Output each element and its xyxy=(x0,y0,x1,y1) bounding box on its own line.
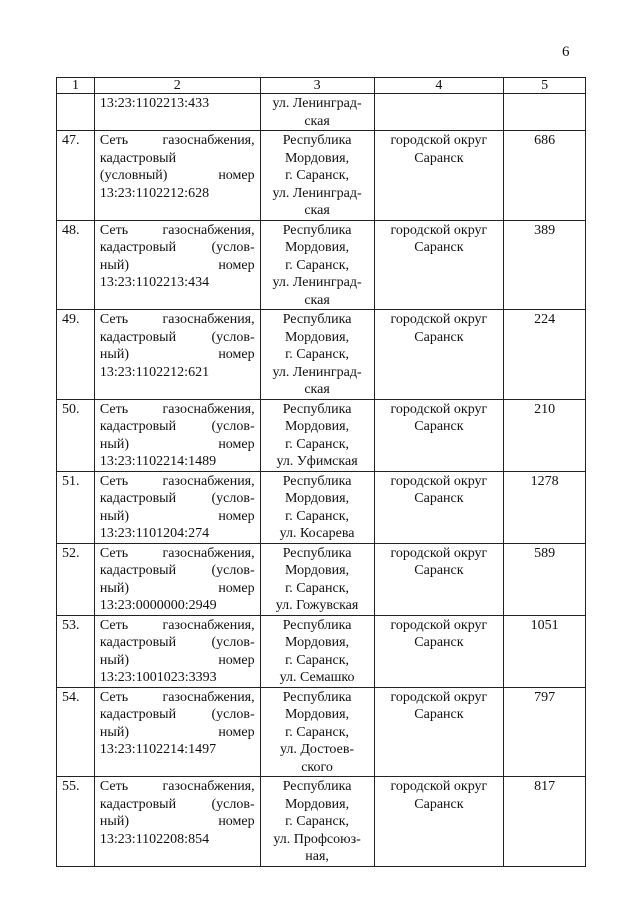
address-line: г. Саранск, xyxy=(285,436,350,452)
address-line: Мордовия, xyxy=(285,796,350,812)
description-word: 13:23:1102214:1497 xyxy=(99,742,217,757)
description-line xyxy=(100,525,255,543)
description-line xyxy=(100,706,255,724)
row-number: 52. xyxy=(57,543,95,615)
description-word: кадастровый xyxy=(99,491,177,506)
address-cell xyxy=(260,777,374,867)
row-number: 49. xyxy=(57,310,95,400)
address-line: Мордовия, xyxy=(285,563,350,578)
address-line: Республика xyxy=(282,222,352,238)
table-row xyxy=(57,399,586,471)
row-number: 53. xyxy=(57,615,95,687)
description-line xyxy=(100,150,255,168)
description-line xyxy=(100,580,255,598)
address-line: ская xyxy=(304,292,330,308)
description-word: номер xyxy=(218,724,255,740)
description-word: номер xyxy=(218,652,255,668)
municipality-line: Саранск xyxy=(414,329,464,345)
row-number: 48. xyxy=(57,220,95,310)
municipality-cell xyxy=(374,220,504,310)
page-number: 6 xyxy=(562,44,570,60)
municipality-line: городской округ xyxy=(390,779,488,794)
description-word: 13:23:1102212:628 xyxy=(99,185,210,201)
description-line xyxy=(100,274,255,292)
address-line: г. Саранск, xyxy=(285,580,350,596)
description-line xyxy=(100,652,255,670)
description-word: газоснабжения, xyxy=(162,133,255,148)
description-line xyxy=(100,311,255,329)
address-line: г. Саранск, xyxy=(285,724,350,740)
description-line xyxy=(100,831,255,849)
address-line: ская xyxy=(304,113,330,129)
municipality-line: Саранск xyxy=(414,563,464,578)
municipality-cell xyxy=(374,615,504,687)
description-word: (услов- xyxy=(211,240,255,255)
description-word: 13:23:0000000:2949 xyxy=(99,598,217,613)
address-line: Республика xyxy=(282,779,352,794)
address-line: ул. Косарева xyxy=(279,526,355,541)
description-word: 13:23:1102208:854 xyxy=(99,831,210,847)
address-line: Республика xyxy=(282,133,352,148)
table-row xyxy=(57,220,586,310)
municipality-line: городской округ xyxy=(390,401,488,417)
address-line: ул. Достоев- xyxy=(280,742,355,757)
column-header-2: 2 xyxy=(94,78,260,94)
registry-table xyxy=(56,77,586,867)
description-word: 13:23:1101204:274 xyxy=(99,526,210,541)
description-word: кадастровый xyxy=(99,707,177,722)
municipality-cell xyxy=(374,471,504,543)
description-word: Сеть xyxy=(99,401,129,417)
address-line: ского xyxy=(301,759,333,775)
address-line: ул. Семашко xyxy=(279,670,355,685)
description-line xyxy=(100,669,255,687)
address-line: Мордовия, xyxy=(285,419,350,434)
description-line xyxy=(100,453,255,471)
description-line xyxy=(100,436,255,454)
description-word: ный) xyxy=(99,814,129,829)
description-line xyxy=(100,597,255,615)
description-line xyxy=(100,545,255,563)
address-cell xyxy=(260,471,374,543)
length-value: 1278 xyxy=(504,471,586,543)
municipality-cell xyxy=(374,310,504,400)
object-description-cell xyxy=(94,615,260,687)
address-line: г. Саранск, xyxy=(285,508,350,524)
description-line xyxy=(100,778,255,796)
description-word: 13:23:1102214:1489 xyxy=(99,454,217,469)
description-word: кадастровый xyxy=(99,329,177,345)
description-line xyxy=(100,346,255,364)
description-word: ный) xyxy=(99,347,129,362)
description-line xyxy=(100,257,255,275)
address-line: Республика xyxy=(282,689,352,705)
address-line: ул. Ленинград- xyxy=(272,185,362,201)
municipality-cell xyxy=(374,543,504,615)
length-value: 589 xyxy=(504,543,586,615)
description-line xyxy=(100,222,255,240)
municipality-line: Саранск xyxy=(414,707,464,722)
address-line: ская xyxy=(304,203,330,218)
description-word: газоснабжения, xyxy=(162,545,255,561)
length-value: 817 xyxy=(504,777,586,867)
row-number-cell xyxy=(57,94,95,131)
description-word: кадастровый xyxy=(99,563,177,578)
table-row xyxy=(57,777,586,867)
description-word: Сеть xyxy=(99,133,129,148)
description-word: (услов- xyxy=(211,563,255,578)
description-word: 13:23:1001023:3393 xyxy=(99,670,217,685)
description-line xyxy=(100,473,255,491)
address-line: ская xyxy=(304,382,330,397)
description-word: газоснабжения, xyxy=(162,617,255,633)
object-description-cell xyxy=(94,94,260,131)
municipality-line: городской округ xyxy=(390,545,488,561)
address-line: Мордовия, xyxy=(285,635,350,650)
address-line: Мордовия, xyxy=(285,150,350,166)
description-word: ный) xyxy=(99,724,129,740)
length-value: 1051 xyxy=(504,615,586,687)
municipality-line: Саранск xyxy=(414,419,464,434)
address-line: Мордовия, xyxy=(285,491,350,506)
municipality-line: городской округ xyxy=(390,312,488,327)
description-word: кадастровый xyxy=(99,796,177,812)
municipality-line: городской округ xyxy=(390,617,488,633)
address-cell xyxy=(260,543,374,615)
table-row xyxy=(57,310,586,400)
object-description-cell xyxy=(94,777,260,867)
municipality-cell xyxy=(374,777,504,867)
row-number: 47. xyxy=(57,131,95,221)
address-line: Республика xyxy=(282,545,352,561)
address-line: Республика xyxy=(282,401,352,417)
row-number: 51. xyxy=(57,471,95,543)
table-row xyxy=(57,687,586,777)
address-cell xyxy=(260,94,374,131)
table-row xyxy=(57,131,586,221)
address-line: ул. Гожувская xyxy=(275,598,359,613)
description-word: кадастровый xyxy=(99,419,177,434)
description-word: ный) xyxy=(99,436,129,452)
object-description-cell xyxy=(94,131,260,221)
municipality-line: Саранск xyxy=(414,796,464,812)
description-line xyxy=(100,562,255,580)
description-line xyxy=(100,724,255,742)
length-value: 389 xyxy=(504,220,586,310)
address-cell xyxy=(260,310,374,400)
row-number: 54. xyxy=(57,687,95,777)
object-description-cell xyxy=(94,399,260,471)
description-line xyxy=(100,634,255,652)
table-row xyxy=(57,543,586,615)
table-row xyxy=(57,471,586,543)
address-line: ул. Профсоюз- xyxy=(273,831,361,847)
column-header-3: 3 xyxy=(260,78,374,94)
description-word: номер xyxy=(218,168,255,183)
description-line xyxy=(100,364,255,382)
description-word: газоснабжения, xyxy=(162,401,255,417)
description-line xyxy=(100,813,255,831)
description-line xyxy=(100,796,255,814)
object-description-cell xyxy=(94,220,260,310)
description-word: кадастровый xyxy=(99,240,177,255)
municipality-cell xyxy=(374,131,504,221)
address-cell xyxy=(260,131,374,221)
row-number: 50. xyxy=(57,399,95,471)
length-value: 210 xyxy=(504,399,586,471)
description-word: номер xyxy=(218,257,255,273)
address-line: Мордовия, xyxy=(285,707,350,722)
column-header-4: 4 xyxy=(374,78,504,94)
municipality-line: городской округ xyxy=(390,473,488,489)
description-word: кадастровый xyxy=(99,635,177,650)
address-line: г. Саранск, xyxy=(285,814,350,829)
address-cell xyxy=(260,687,374,777)
description-word: Сеть xyxy=(99,312,129,327)
description-word: газоснабжения, xyxy=(162,689,255,705)
description-word: ный) xyxy=(99,652,129,668)
description-word: Сеть xyxy=(99,689,129,705)
description-word: кадастровый xyxy=(99,150,177,166)
address-cell xyxy=(260,399,374,471)
municipality-line: Саранск xyxy=(414,491,464,506)
description-word: номер xyxy=(218,580,255,596)
address-line: ул. Ленинград- xyxy=(272,275,362,290)
address-line: Республика xyxy=(282,312,352,327)
column-header-5: 5 xyxy=(504,78,586,94)
municipality-line: городской округ xyxy=(390,689,488,705)
address-line: Республика xyxy=(282,473,352,489)
description-word: (условный) xyxy=(99,168,168,183)
cadastral-number: 13:23:1102213:433 xyxy=(99,96,210,111)
description-line xyxy=(100,508,255,526)
address-line: г. Саранск, xyxy=(285,168,350,183)
table-row xyxy=(57,615,586,687)
description-word: ный) xyxy=(99,257,129,273)
description-word: (услов- xyxy=(211,491,255,506)
address-cell xyxy=(260,615,374,687)
description-word: номер xyxy=(218,436,255,452)
municipality-line: Саранск xyxy=(414,150,464,166)
description-word: ный) xyxy=(99,508,129,524)
description-word: Сеть xyxy=(99,779,129,794)
municipality-cell xyxy=(374,94,504,131)
length-value: 797 xyxy=(504,687,586,777)
description-line xyxy=(100,490,255,508)
description-word: номер xyxy=(218,814,255,829)
object-description-cell xyxy=(94,543,260,615)
description-word: (услов- xyxy=(211,329,255,345)
length-value: 686 xyxy=(504,131,586,221)
value-cell xyxy=(504,94,586,131)
description-word: номер xyxy=(218,508,255,524)
description-line xyxy=(100,401,255,419)
continuation-row xyxy=(57,94,586,131)
object-description-cell xyxy=(94,687,260,777)
description-word: Сеть xyxy=(99,473,129,489)
municipality-cell xyxy=(374,687,504,777)
description-word: (услов- xyxy=(211,419,255,434)
description-line xyxy=(100,418,255,436)
description-word: (услов- xyxy=(211,635,255,650)
address-cell xyxy=(260,220,374,310)
address-line: г. Саранск, xyxy=(285,347,350,362)
description-line xyxy=(100,329,255,347)
description-line xyxy=(100,689,255,707)
address-line: г. Саранск, xyxy=(285,257,350,273)
object-description-cell xyxy=(94,471,260,543)
municipality-line: Саранск xyxy=(414,240,464,255)
municipality-cell xyxy=(374,399,504,471)
address-line: Мордовия, xyxy=(285,329,350,345)
address-line: ул. Уфимская xyxy=(276,454,358,469)
address-line: Республика xyxy=(282,617,352,633)
description-word: Сеть xyxy=(99,617,129,633)
municipality-line: городской округ xyxy=(390,133,488,148)
description-word: газоснабжения, xyxy=(162,222,255,238)
description-word: Сеть xyxy=(99,222,129,238)
description-word: газоснабжения, xyxy=(162,473,255,489)
address-line: г. Саранск, xyxy=(285,652,350,668)
description-word: (услов- xyxy=(211,707,255,722)
description-word: газоснабжения, xyxy=(162,779,255,794)
header-row xyxy=(57,78,586,94)
length-value: 224 xyxy=(504,310,586,400)
description-word: (услов- xyxy=(211,796,255,812)
description-line xyxy=(100,132,255,150)
row-number: 55. xyxy=(57,777,95,867)
address-line: Мордовия, xyxy=(285,240,350,255)
description-word: ный) xyxy=(99,580,129,596)
description-word: газоснабжения, xyxy=(162,312,255,327)
description-line xyxy=(100,741,255,759)
description-line xyxy=(100,167,255,185)
address-line: ул. Ленинград- xyxy=(272,364,362,380)
registry-table-body xyxy=(57,78,586,867)
object-description-cell xyxy=(94,310,260,400)
description-word: 13:23:1102213:434 xyxy=(99,275,210,290)
description-line xyxy=(100,239,255,257)
description-line xyxy=(100,185,255,203)
column-header-1: 1 xyxy=(57,78,95,94)
description-line xyxy=(100,617,255,635)
municipality-line: городской округ xyxy=(390,222,488,238)
description-word: Сеть xyxy=(99,545,129,561)
municipality-line: Саранск xyxy=(414,635,464,650)
description-word: номер xyxy=(218,347,255,362)
description-word: 13:23:1102212:621 xyxy=(99,364,210,380)
address-line: ная, xyxy=(305,849,329,864)
address-line: ул. Ленинград- xyxy=(272,96,362,111)
